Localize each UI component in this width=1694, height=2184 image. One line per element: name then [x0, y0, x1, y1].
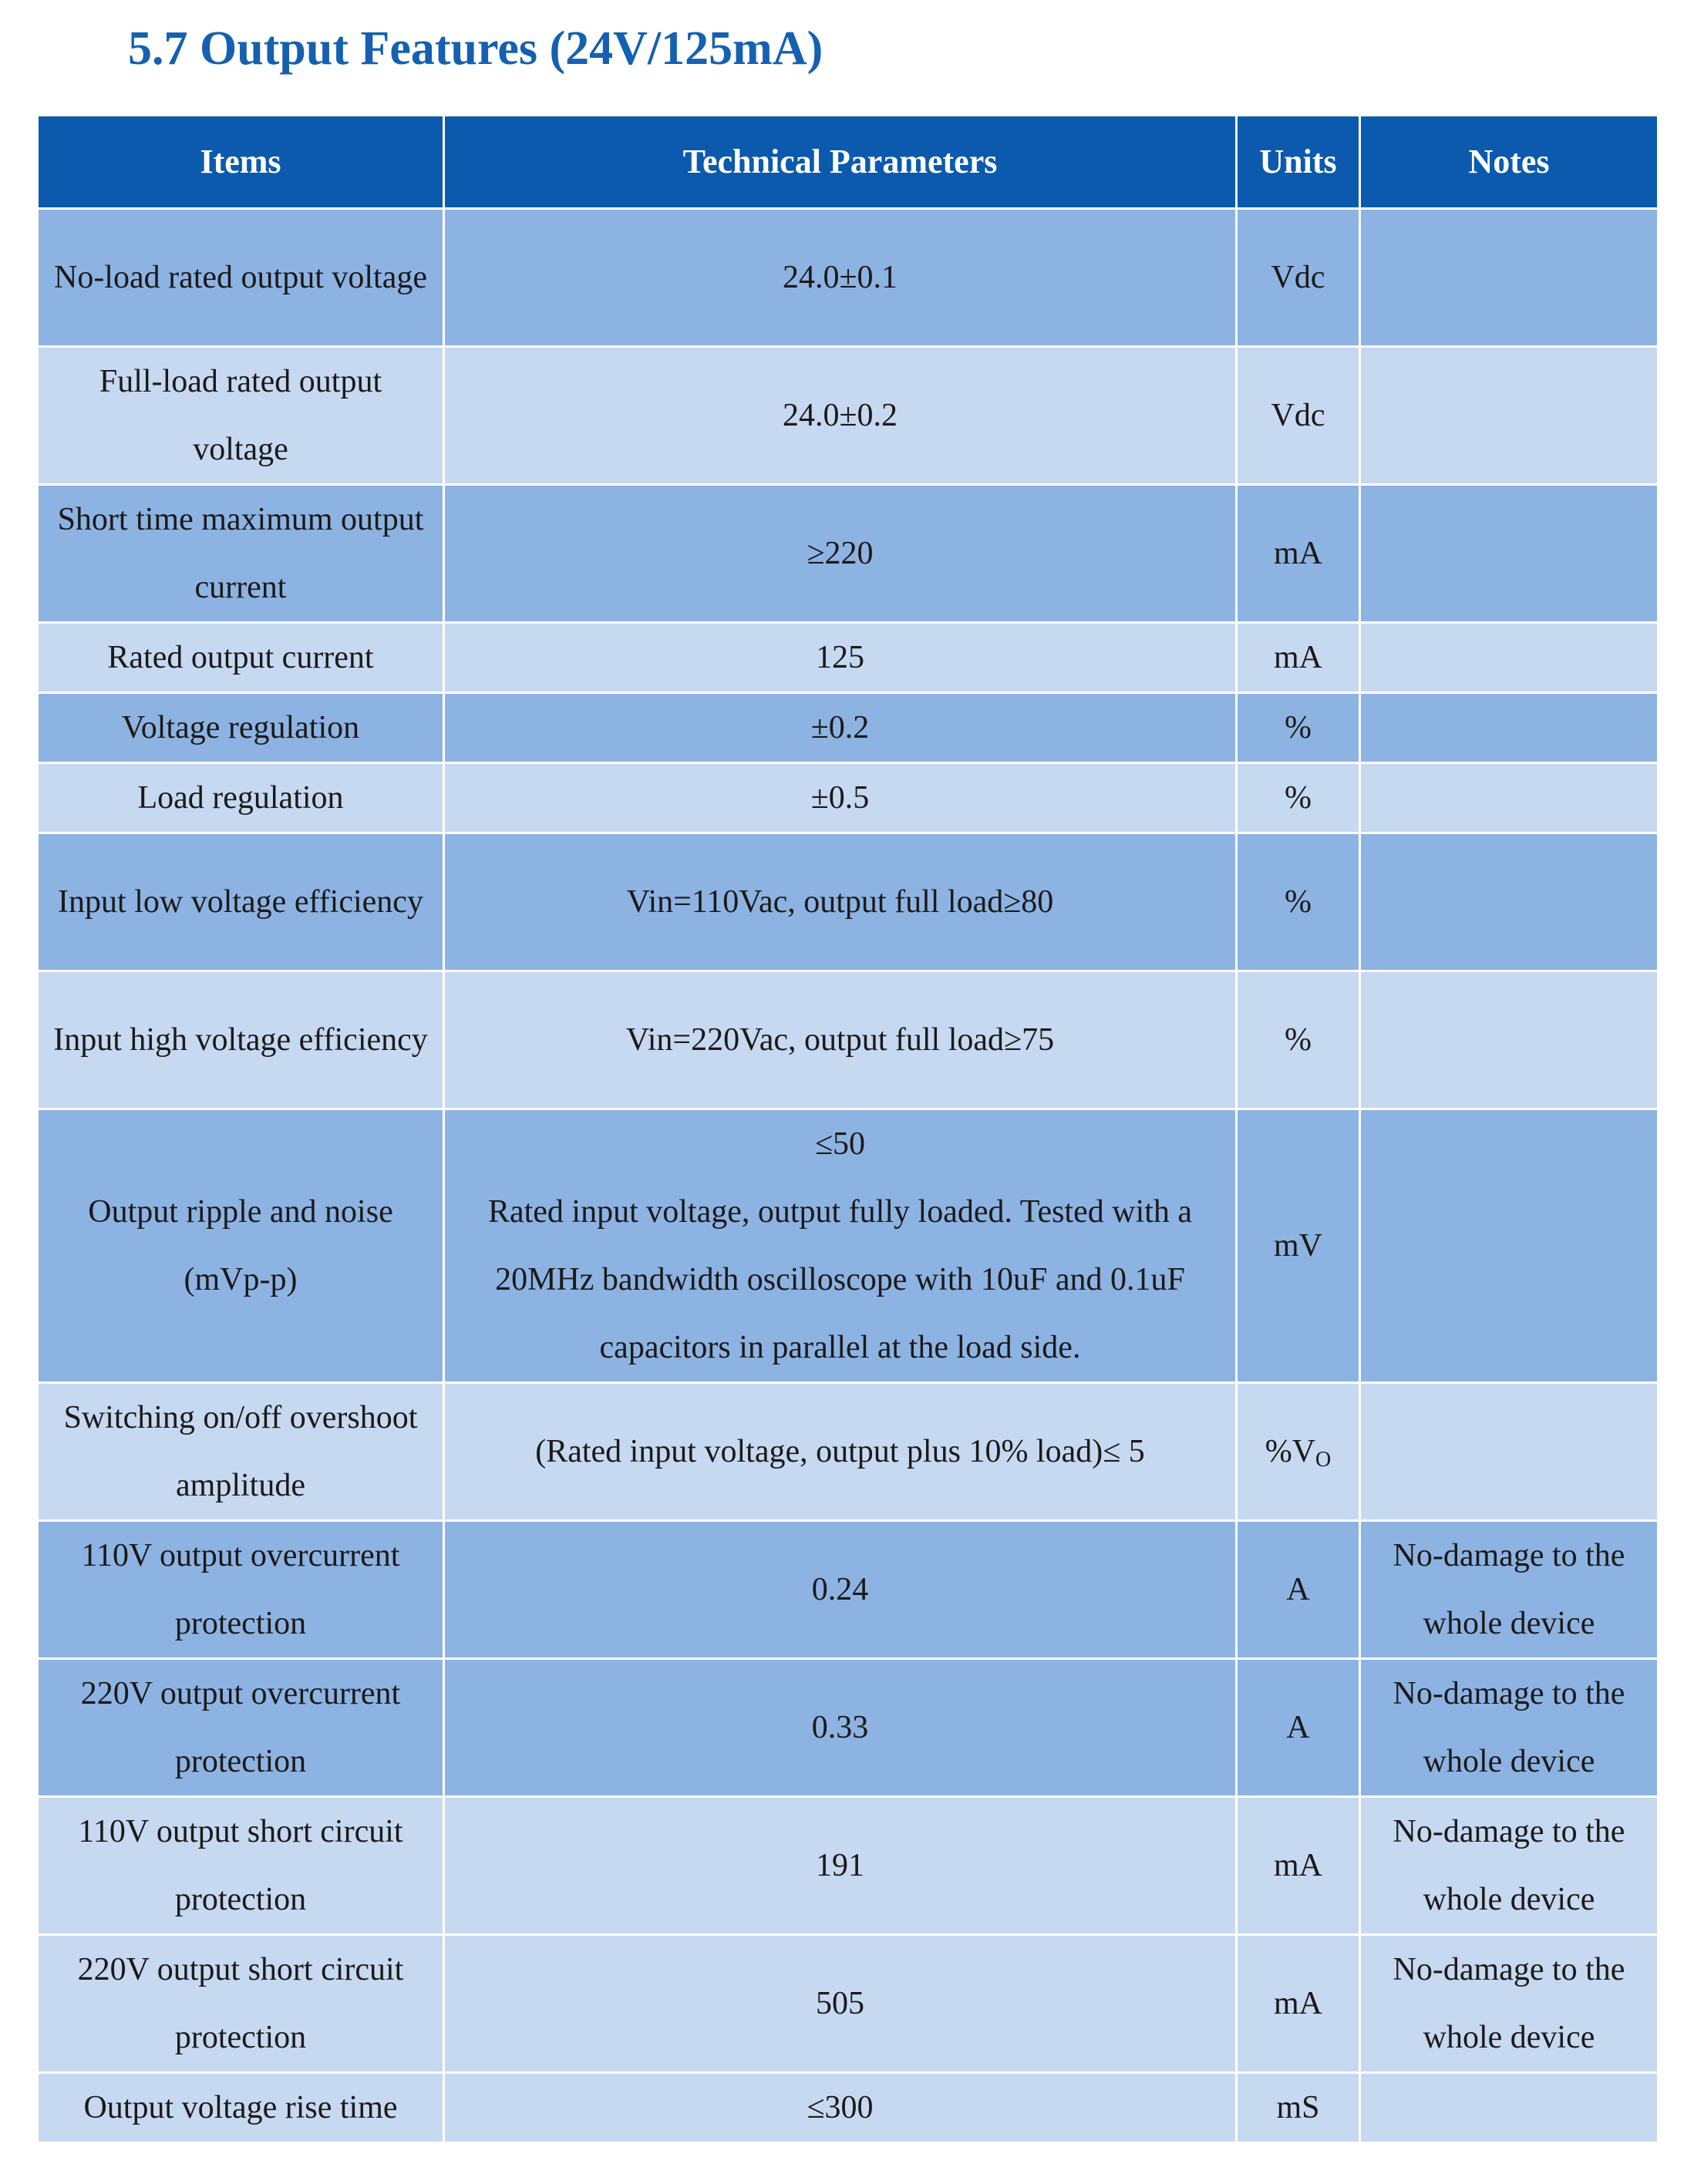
table-row — [38, 1109, 1659, 1383]
table-row — [38, 209, 1659, 347]
table-row — [38, 763, 1659, 833]
unit-cell: % — [1237, 693, 1360, 763]
table-row — [38, 1521, 1659, 1659]
unit-cell: mS — [1237, 2073, 1360, 2143]
table-row — [38, 1935, 1659, 2073]
item-cell: No-load rated output voltage — [38, 209, 444, 347]
note-cell — [1360, 763, 1659, 833]
table-row — [38, 693, 1659, 763]
item-cell: Voltage regulation — [38, 693, 444, 763]
param-cell: 0.33 — [444, 1659, 1237, 1797]
note-cell — [1360, 971, 1659, 1109]
unit-cell: % — [1237, 971, 1360, 1109]
param-cell: 24.0±0.2 — [444, 347, 1237, 485]
note-cell — [1360, 623, 1659, 693]
note-cell — [1360, 2073, 1659, 2143]
item-cell: Full-load rated output voltage — [38, 347, 444, 485]
unit-cell: % — [1237, 833, 1360, 971]
note-cell — [1360, 1109, 1659, 1383]
note-cell — [1360, 1383, 1659, 1521]
item-cell: Output voltage rise time — [38, 2073, 444, 2143]
param-cell: ≥220 — [444, 485, 1237, 623]
param-value: ≤50 — [814, 1126, 866, 1162]
item-cell: 220V output overcurrent protection — [38, 1659, 444, 1797]
table-row — [38, 1383, 1659, 1521]
param-cell: 0.24 — [444, 1521, 1237, 1659]
note-cell — [1360, 485, 1659, 623]
table-row — [38, 833, 1659, 971]
table-row — [38, 1797, 1659, 1935]
param-cell: Vin=220Vac, output full load≥75 — [444, 971, 1237, 1109]
param-cell: 191 — [444, 1797, 1237, 1935]
table-row — [38, 347, 1659, 485]
header-notes: Notes — [1360, 116, 1659, 209]
unit-cell: mA — [1237, 485, 1360, 623]
unit-subscript: O — [1315, 1448, 1332, 1472]
unit-cell: Vdc — [1237, 209, 1360, 347]
note-cell: No-damage to the whole device — [1360, 1797, 1659, 1935]
note-cell — [1360, 693, 1659, 763]
header-items: Items — [38, 116, 444, 209]
item-cell: Input low voltage efficiency — [38, 833, 444, 971]
item-cell: 110V output overcurrent protection — [38, 1521, 444, 1659]
unit-cell: mV — [1237, 1109, 1360, 1383]
unit-cell: mA — [1237, 623, 1360, 693]
param-cell: ±0.5 — [444, 763, 1237, 833]
unit-cell: A — [1237, 1521, 1360, 1659]
unit-cell — [1237, 1383, 1360, 1521]
unit-cell: Vdc — [1237, 347, 1360, 485]
note-cell: No-damage to the whole device — [1360, 1935, 1659, 2073]
table-row — [38, 971, 1659, 1109]
param-cell: Vin=110Vac, output full load≥80 — [444, 833, 1237, 971]
note-cell: No-damage to the whole device — [1360, 1521, 1659, 1659]
param-cell: 505 — [444, 1935, 1237, 2073]
note-cell — [1360, 347, 1659, 485]
item-cell: Rated output current — [38, 623, 444, 693]
note-cell: No-damage to the whole device — [1360, 1659, 1659, 1797]
section-title: 5.7 Output Features (24V/125mA) — [128, 22, 823, 75]
unit-text: %V — [1265, 1434, 1316, 1469]
item-cell: Switching on/off overshoot amplitude — [38, 1383, 444, 1521]
item-cell: Output ripple and noise (mVp-p) — [38, 1109, 444, 1383]
header-units: Units — [1237, 116, 1360, 209]
param-cell: (Rated input voltage, output plus 10% load)≤ 5 — [444, 1383, 1237, 1521]
unit-cell: mA — [1237, 1935, 1360, 2073]
unit-cell: A — [1237, 1659, 1360, 1797]
item-cell: Input high voltage efficiency — [38, 971, 444, 1109]
item-cell: 110V output short circuit protection — [38, 1797, 444, 1935]
note-cell — [1360, 833, 1659, 971]
table-row — [38, 623, 1659, 693]
header-technical-parameters: Technical Parameters — [444, 116, 1237, 209]
param-cell: 125 — [444, 623, 1237, 693]
unit-cell: % — [1237, 763, 1360, 833]
table-row — [38, 485, 1659, 623]
param-cell: ≤300 — [444, 2073, 1237, 2143]
param-cell: 24.0±0.1 — [444, 209, 1237, 347]
table-row — [38, 2073, 1659, 2143]
param-cell — [444, 1109, 1237, 1383]
param-test-condition: Rated input voltage, output fully loaded. Tested with a 20MHz bandwidth oscilloscope with 10uF and 0.1uF capacitors in parallel at the load side. — [487, 1194, 1193, 1365]
item-cell: Short time maximum output current — [38, 485, 444, 623]
output-features-table — [36, 114, 1659, 2144]
item-cell: Load regulation — [38, 763, 444, 833]
param-cell: ±0.2 — [444, 693, 1237, 763]
table-header-row — [38, 116, 1659, 209]
item-cell: 220V output short circuit protection — [38, 1935, 444, 2073]
table-row — [38, 1659, 1659, 1797]
note-cell — [1360, 209, 1659, 347]
unit-cell: mA — [1237, 1797, 1360, 1935]
